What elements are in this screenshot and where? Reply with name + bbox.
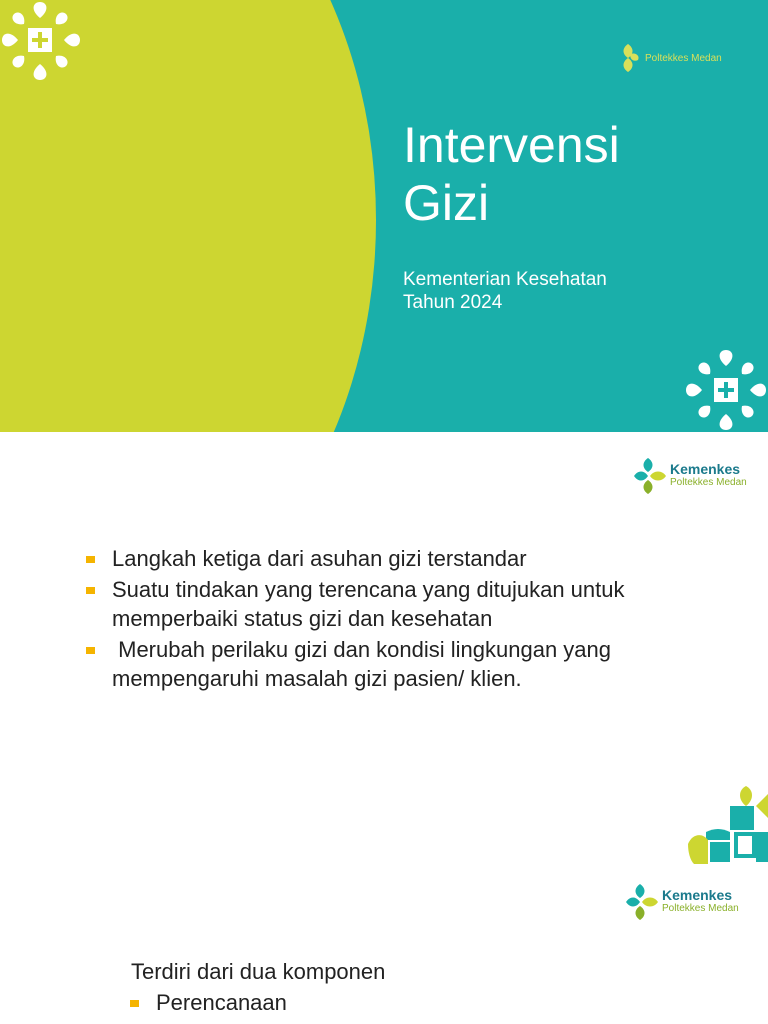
floral-ornament-icon (0, 0, 84, 84)
logo-brand-text: Kemenkes (662, 887, 733, 903)
logo-sub-text: Poltekkes Medan (662, 903, 739, 914)
slide-title: Intervensi Gizi (403, 117, 620, 231)
list-item (84, 544, 704, 573)
list-item (84, 575, 704, 633)
geometric-ornament-icon (686, 784, 768, 864)
kemenkes-leaf-icon (626, 884, 658, 920)
kemenkes-leaf-icon (620, 44, 640, 72)
definition-slide (0, 432, 768, 864)
bullet-list (128, 988, 728, 1017)
logo-brand-text: Kemenkes (670, 461, 741, 477)
list-item (128, 988, 728, 1017)
floral-ornament-icon (684, 348, 768, 432)
poltekkes-logo (620, 44, 722, 72)
components-slide (0, 864, 768, 1024)
title-slide (0, 0, 768, 432)
bullet-icon (86, 556, 95, 563)
bullet-icon (86, 587, 95, 594)
kemenkes-leaf-icon (634, 458, 666, 494)
list-item-text: Suatu tindakan yang terencana yang ditujukan untuk memperbaiki status gizi dan kesehatan (112, 577, 625, 631)
list-item-text: Perencanaan (156, 990, 287, 1015)
bullet-list (84, 544, 704, 695)
kemenkes-logo (634, 458, 747, 494)
bullet-icon (86, 647, 95, 654)
list-item-text: Merubah perilaku gizi dan kondisi lingkungan yang mempengaruhi masalah gizi pasien/ klien. (112, 637, 618, 691)
list-item-text: Langkah ketiga dari asuhan gizi terstandar (112, 546, 527, 571)
logo-sub-text: Poltekkes Medan (670, 477, 747, 488)
logo-text: Poltekkes Medan (645, 52, 722, 64)
list-item (84, 635, 704, 693)
kemenkes-logo (626, 884, 739, 920)
bullet-icon (130, 1000, 139, 1007)
section-heading: Terdiri dari dua komponen (131, 959, 386, 984)
slide-subtitle: Kementerian Kesehatan Tahun 2024 (403, 269, 607, 313)
